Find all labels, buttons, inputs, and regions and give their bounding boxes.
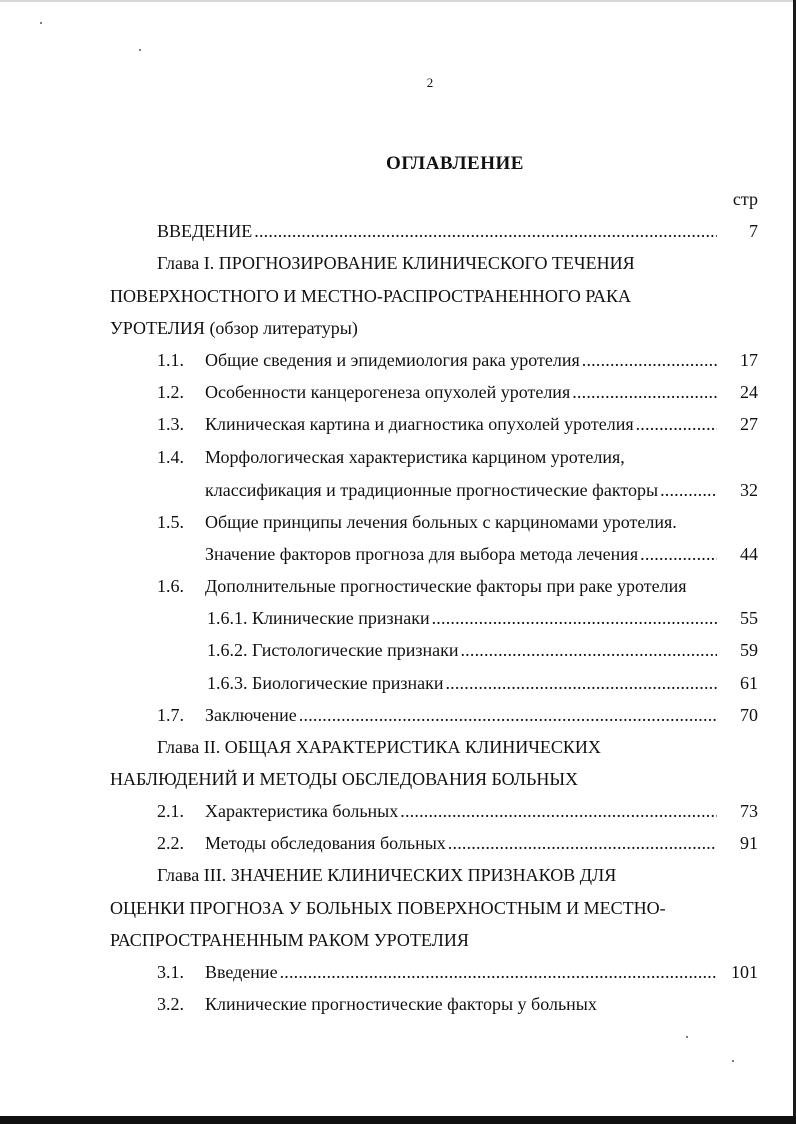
dot-leader <box>446 830 717 856</box>
dot-leader <box>580 347 717 373</box>
dot-leader <box>297 702 717 728</box>
section-number: 1.4. <box>157 447 184 467</box>
section-title: Особенности канцерогенеза опухолей уротелия <box>205 382 571 402</box>
page-top-edge <box>0 0 796 2</box>
dot-leader <box>634 411 717 437</box>
toc-page-number: 7 <box>749 221 758 241</box>
chapter-heading-line[interactable]: Глава III. ЗНАЧЕНИЕ КЛИНИЧЕСКИХ ПРИЗНАКОВ ДЛЯ <box>157 865 617 885</box>
scan-speck <box>40 22 42 24</box>
chapter-heading-line[interactable]: Глава II. ОБЩАЯ ХАРАКТЕРИСТИКА КЛИНИЧЕСКИХ <box>157 737 601 757</box>
section-title: Заключение <box>205 705 297 725</box>
section-title: Общие принципы лечения больных с карциномами уротелия. <box>205 512 677 532</box>
section-title: Клиническая картина и диагностика опухолей уротелия <box>205 414 634 434</box>
section-title: 1.6.1. Клинические признаки <box>207 608 430 628</box>
toc-entry-2-1[interactable] <box>157 798 717 824</box>
toc-entry-1-5-continued[interactable] <box>205 541 717 567</box>
toc-entry-1-4-continued[interactable] <box>205 477 717 503</box>
chapter-heading-line[interactable]: ПОВЕРХНОСТНОГО И МЕСТНО-РАСПРОСТРАНЕННОГО РАКА <box>110 286 632 306</box>
toc-page-number: 101 <box>731 962 758 982</box>
section-number: 3.1. <box>157 962 184 982</box>
section-title: Дополнительные прогностические факторы при раке уротелия <box>205 576 687 596</box>
chapter-heading-line[interactable]: Глава I. ПРОГНОЗИРОВАНИЕ КЛИНИЧЕСКОГО ТЕЧЕНИЯ <box>157 253 635 273</box>
section-number: 1.5. <box>157 512 184 532</box>
scan-speck <box>686 1036 688 1038</box>
chapter-heading-line[interactable]: ОЦЕНКИ ПРОГНОЗА У БОЛЬНЫХ ПОВЕРХНОСТНЫМ И МЕСТНО- <box>110 898 666 918</box>
toc-page-number: 32 <box>740 480 758 500</box>
toc-entry-1-4[interactable] <box>157 444 717 470</box>
toc-entry-intro[interactable] <box>157 218 717 244</box>
toc-entry-1-2[interactable] <box>157 379 717 405</box>
toc-page-number: 24 <box>740 382 758 402</box>
section-title: классификация и традиционные прогностические факторы <box>205 480 659 500</box>
dot-leader <box>252 218 717 244</box>
section-number: 3.2. <box>157 994 184 1014</box>
toc-entry-2-2[interactable] <box>157 830 717 856</box>
toc-page-number: 17 <box>740 350 758 370</box>
section-number: 1.3. <box>157 414 184 434</box>
toc-entry-1-6-1[interactable] <box>207 605 717 631</box>
section-title: 1.6.3. Биологические признаки <box>207 673 444 693</box>
page-number: 2 <box>426 75 434 90</box>
section-title: Характеристика больных <box>205 801 399 821</box>
dot-leader <box>458 637 717 663</box>
section-number: 1.1. <box>157 350 184 370</box>
toc-entry-3-2[interactable] <box>157 991 717 1017</box>
toc-entry-1-6-2[interactable] <box>207 637 717 663</box>
toc-entry-1-6-3[interactable] <box>207 670 717 696</box>
dot-leader <box>398 798 717 824</box>
toc-entry-1-6[interactable] <box>157 573 717 599</box>
section-number: 1.6. <box>157 576 184 596</box>
section-number: 1.2. <box>157 382 184 402</box>
dot-leader <box>638 541 717 567</box>
section-title: Введение <box>205 962 278 982</box>
page-bottom-edge <box>0 1116 796 1124</box>
toc-entry-label: ВВЕДЕНИЕ <box>157 221 253 241</box>
section-title: 1.6.2. Гистологические признаки <box>207 640 459 660</box>
toc-entry-1-7[interactable] <box>157 702 717 728</box>
toc-entry-3-1[interactable] <box>157 959 717 985</box>
dot-leader <box>278 959 717 985</box>
chapter-heading-line[interactable]: НАБЛЮДЕНИЙ И МЕТОДЫ ОБСЛЕДОВАНИЯ БОЛЬНЫХ <box>110 769 579 789</box>
dot-leader <box>570 379 717 405</box>
section-title: Клинические прогностические факторы у больных <box>205 994 597 1014</box>
toc-page-number: 44 <box>740 544 758 564</box>
page-column-label: стр <box>732 189 758 209</box>
section-title: Методы обследования больных <box>205 833 446 853</box>
chapter-heading-line[interactable]: РАСПРОСТРАНЕННЫМ РАКОМ УРОТЕЛИЯ <box>110 930 469 950</box>
section-number: 1.7. <box>157 705 184 725</box>
toc-page-number: 73 <box>740 801 758 821</box>
toc-page-number: 55 <box>740 608 758 628</box>
page-title: ОГЛАВЛЕНИЕ <box>386 153 524 174</box>
toc-entry-1-1[interactable] <box>157 347 717 373</box>
toc-page-number: 27 <box>740 414 758 434</box>
toc-entry-1-5[interactable] <box>157 509 717 535</box>
section-title: Значение факторов прогноза для выбора метода лечения <box>205 544 639 564</box>
toc-page-number: 70 <box>740 705 758 725</box>
dot-leader <box>658 477 717 503</box>
section-number: 2.2. <box>157 833 184 853</box>
chapter-heading-line[interactable]: УРОТЕЛИЯ (обзор литературы) <box>110 318 358 338</box>
dot-leader <box>443 670 717 696</box>
toc-page-number: 91 <box>740 833 758 853</box>
section-number: 2.1. <box>157 801 184 821</box>
toc-page-number: 61 <box>740 673 758 693</box>
scan-speck <box>732 1060 734 1062</box>
section-title: Морфологическая характеристика карцином уротелия, <box>205 447 625 467</box>
toc-entry-1-3[interactable] <box>157 411 717 437</box>
section-title: Общие сведения и эпидемиология рака уротелия <box>205 350 580 370</box>
scan-speck <box>139 49 141 51</box>
dot-leader <box>430 605 717 631</box>
toc-page-number: 59 <box>740 640 758 660</box>
